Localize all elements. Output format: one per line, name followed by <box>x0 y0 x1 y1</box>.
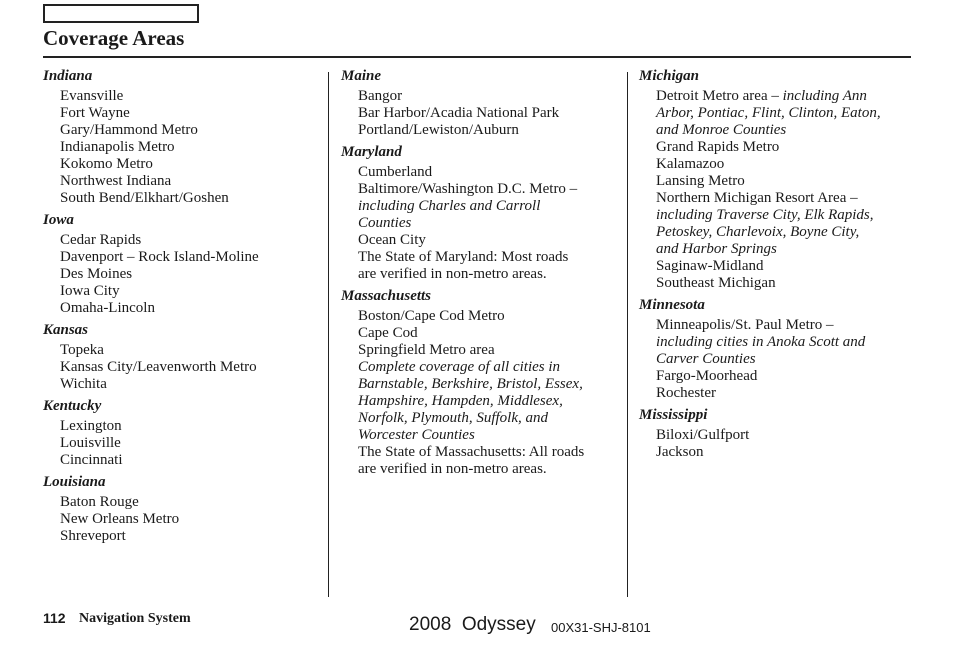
coverage-area-line: Des Moines <box>60 266 133 282</box>
coverage-area-line: Omaha-Lincoln <box>60 300 155 316</box>
state-heading: Kentucky <box>43 398 102 414</box>
coverage-column-1 <box>43 68 323 545</box>
coverage-area-line: Boston/Cape Cod Metro <box>358 308 505 324</box>
coverage-area-line: are verified in non-metro areas. <box>358 461 547 477</box>
coverage-column-3 <box>639 68 919 461</box>
coverage-area-line: The State of Maryland: Most roads <box>358 249 569 265</box>
coverage-area-line: Minneapolis/St. Paul Metro – <box>656 317 834 333</box>
coverage-area-line: Hampshire, Hampden, Middlesex, <box>358 393 563 409</box>
state-heading: Maryland <box>341 144 402 160</box>
coverage-area-line: Fort Wayne <box>60 105 130 121</box>
state-heading: Indiana <box>43 68 93 84</box>
footer-model-name: 2008 Odyssey <box>409 614 536 635</box>
coverage-area-line: South Bend/Elkhart/Goshen <box>60 190 229 206</box>
coverage-area-line: Bangor <box>358 88 403 104</box>
coverage-area-line: Baton Rouge <box>60 494 139 510</box>
footer-section-title: Navigation System <box>79 611 191 626</box>
state-heading: Mississippi <box>639 407 708 423</box>
coverage-area-line: Barnstable, Berkshire, Bristol, Essex, <box>358 376 583 392</box>
state-heading: Iowa <box>43 212 74 228</box>
coverage-area-line: including cities in Anoka Scott and <box>656 334 866 350</box>
coverage-area-line: Northern Michigan Resort Area – <box>656 190 858 206</box>
coverage-area-line: Northwest Indiana <box>60 173 172 189</box>
coverage-area-line: including Traverse City, Elk Rapids, <box>656 207 874 223</box>
coverage-area-line: Topeka <box>60 342 104 358</box>
column-divider-1 <box>328 72 329 597</box>
coverage-area-line: and Monroe Counties <box>656 122 787 138</box>
coverage-area-note: including Ann <box>782 88 867 104</box>
coverage-column-2 <box>341 68 621 478</box>
coverage-area-line: Cumberland <box>358 164 433 180</box>
coverage-area-line: Complete coverage of all cities in <box>358 359 561 375</box>
coverage-area-line: Cedar Rapids <box>60 232 142 248</box>
coverage-area-line: Ocean City <box>358 232 426 248</box>
column-divider-2 <box>627 72 628 597</box>
coverage-area-line: Baltimore/Washington D.C. Metro – <box>358 181 578 197</box>
state-heading: Maine <box>341 68 382 84</box>
coverage-area-line: Kansas City/Leavenworth Metro <box>60 359 257 375</box>
coverage-area-line: Indianapolis Metro <box>60 139 175 155</box>
coverage-area-line: Portland/Lewiston/Auburn <box>358 122 519 138</box>
coverage-area-line: Southeast Michigan <box>656 275 776 291</box>
coverage-area-line: Springfield Metro area <box>358 342 495 358</box>
coverage-area-line: Kokomo Metro <box>60 156 153 172</box>
coverage-area-line: Bar Harbor/Acadia National Park <box>358 105 560 121</box>
coverage-area-line: Rochester <box>656 385 716 401</box>
title-divider <box>43 56 911 58</box>
state-heading: Michigan <box>639 68 700 84</box>
coverage-area-line: Saginaw-Midland <box>656 258 764 274</box>
state-heading: Kansas <box>43 322 89 338</box>
coverage-area-line: Davenport – Rock Island-Moline <box>60 249 259 265</box>
coverage-area-line: Grand Rapids Metro <box>656 139 780 155</box>
coverage-area-line: are verified in non-metro areas. <box>358 266 547 282</box>
coverage-area-line: including Charles and Carroll <box>358 198 541 214</box>
coverage-area-line: Worcester Counties <box>358 427 475 443</box>
page-number: 112 <box>43 610 66 626</box>
coverage-area-line: Cincinnati <box>60 452 123 468</box>
coverage-area-line: Louisville <box>60 435 121 451</box>
coverage-area-line: Shreveport <box>60 528 126 544</box>
coverage-area-line: Carver Counties <box>656 351 756 367</box>
state-heading: Louisiana <box>43 474 106 490</box>
coverage-area-line: The State of Massachusetts: All roads <box>358 444 585 460</box>
footer-doc-code: 00X31-SHJ-8101 <box>551 620 651 635</box>
coverage-area-line: Petoskey, Charlevoix, Boyne City, <box>656 224 860 240</box>
coverage-area-line: Lansing Metro <box>656 173 745 189</box>
header-tab-box <box>43 4 199 23</box>
coverage-area-line: Wichita <box>60 376 107 392</box>
coverage-area-line: Gary/Hammond Metro <box>60 122 198 138</box>
coverage-area-line: Kalamazoo <box>656 156 725 172</box>
state-heading: Minnesota <box>639 297 705 313</box>
coverage-area-line: Lexington <box>60 418 122 434</box>
coverage-area-line: Biloxi/Gulfport <box>656 427 750 443</box>
coverage-area-line: Counties <box>358 215 412 231</box>
state-heading: Massachusetts <box>341 288 432 304</box>
coverage-area-line <box>639 88 919 105</box>
coverage-area-line: Cape Cod <box>358 325 418 341</box>
coverage-area-line: Jackson <box>656 444 704 460</box>
page-title: Coverage Areas <box>43 26 185 50</box>
coverage-area-line: Fargo-Moorhead <box>656 368 758 384</box>
coverage-area-line: Evansville <box>60 88 124 104</box>
coverage-area-line: Iowa City <box>60 283 120 299</box>
coverage-area-line: New Orleans Metro <box>60 511 180 527</box>
coverage-area-line: and Harbor Springs <box>656 241 777 257</box>
coverage-area-text: Detroit Metro area – <box>656 88 783 104</box>
coverage-area-line: Arbor, Pontiac, Flint, Clinton, Eaton, <box>656 105 881 121</box>
coverage-area-line: Norfolk, Plymouth, Suffolk, and <box>358 410 548 426</box>
